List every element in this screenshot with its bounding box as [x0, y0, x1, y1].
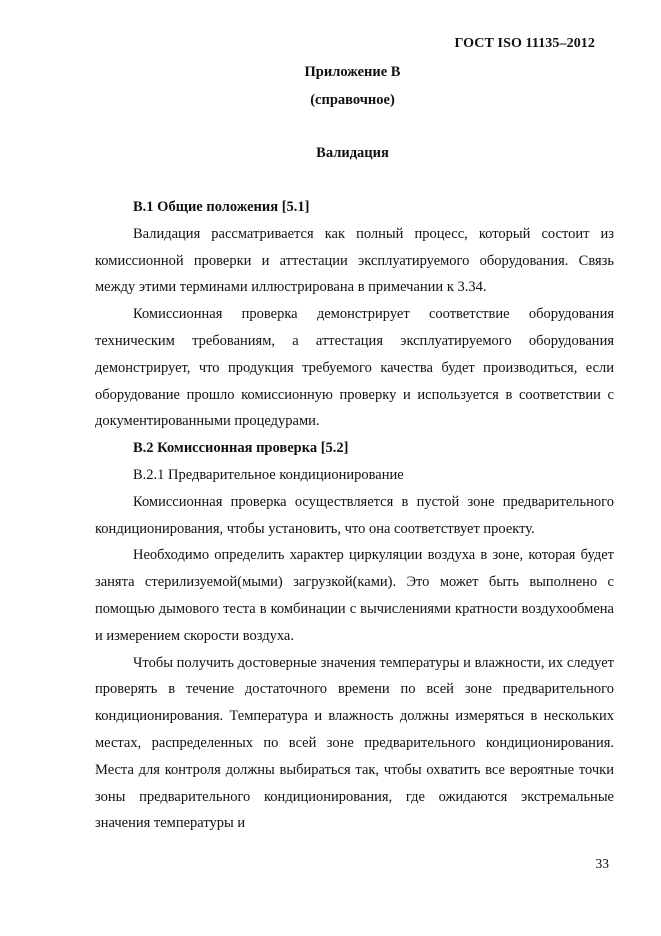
- paragraph-b21-1: Комиссионная проверка осуществляется в пустой зоне предварительного кондиционирования, чтобы установить, что она соответствует проекту.: [95, 493, 614, 537]
- paragraph-b21-2: Необходимо определить характер циркуляции воздуха в зоне, которая будет занята стерилизуемой(мыми) загрузкой(ками). Это может быть выполнено с помощью дымового теста в комбинации с вычислениями кратности воздухообмена и измерением скорости воздуха.: [95, 547, 614, 644]
- heading-b1: В.1 Общие положения [5.1]: [133, 199, 310, 215]
- paragraph-b1-2: Комиссионная проверка демонстрирует соответствие оборудования техническим требованиям, а аттестация эксплуатируемого оборудования демонстрирует, что продукция требуемого качества будет производиться, если оборудование прошло комиссионную проверку и используется в соответствии с документированными процедурами.: [95, 306, 614, 430]
- paragraph-b21-3: Чтобы получить достоверные значения температуры и влажности, их следует проверять в течение достаточного времени по всей зоне предварительного кондиционирования. Температура и влажность должны измеряться в нескольких местах, распределенных по всей зоне предварительного кондиционирования. Места для контроля должны выбираться так, чтобы охватить все вероятные точки зоны предварительного кондиционирования, где ожидаются экстремальные значения температуры и: [95, 654, 614, 832]
- paragraph-b1-1: Валидация рассматривается как полный процесс, который состоит из комиссионной проверки и аттестации эксплуатируемого оборудования. Связь между этими терминами иллюстрирована в примечании к 3.34.: [95, 225, 614, 296]
- heading-b2: В.2 Комиссионная проверка [5.2]: [133, 440, 349, 457]
- appendix-title: Приложение В: [304, 64, 401, 80]
- appendix-subtitle: (справочное): [310, 92, 395, 108]
- page-number: 33: [595, 856, 609, 871]
- standard-header: ГОСТ ISO 11135–2012: [454, 36, 595, 51]
- heading-b21: В.2.1 Предварительное кондиционирование: [133, 466, 404, 483]
- document-body: [95, 194, 614, 837]
- section-title: Валидация: [316, 145, 389, 161]
